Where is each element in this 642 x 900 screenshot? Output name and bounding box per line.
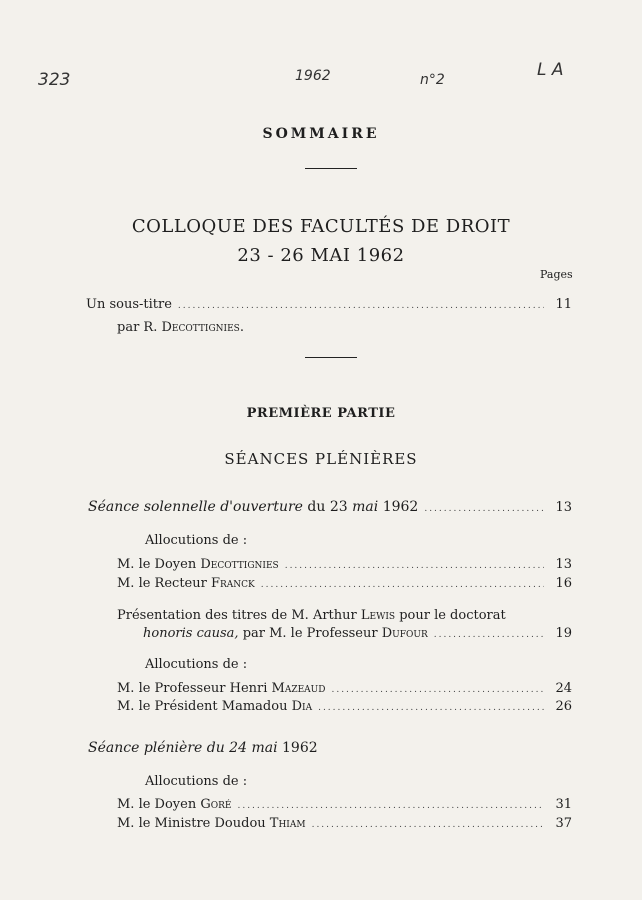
section-date: du 23 [307,499,348,515]
handwritten-note-left: 323 [38,70,71,90]
entry-name: Decottignies [200,557,279,572]
toc-page-number: 11 [555,297,572,312]
entry-name: Mazeaud [271,681,326,696]
toc-page-number: 24 [555,681,572,696]
toc-section-seance-pleniere[interactable] [88,740,318,756]
toc-page-number: 26 [555,699,572,714]
toc-entry-gore[interactable] [117,797,572,812]
page-title: SOMMAIRE [262,126,380,142]
toc-entry-thiam[interactable] [117,816,572,831]
presentation-name: Dufour [381,626,428,641]
entry-prefix: M. le Doyen [117,557,197,572]
allocutions-heading: Allocutions de : [145,533,248,548]
leader-dots [285,561,544,571]
toc-entry-doyen-decottignies[interactable] [117,557,572,572]
colloque-dates: 23 - 26 MAI 1962 [237,245,405,266]
intro-author [117,320,244,335]
entry-prefix: M. le Ministre Doudou [117,816,266,831]
leader-dots [331,685,544,695]
toc-entry-label [117,576,255,591]
leader-dots [237,801,544,811]
toc-section-seance-ouverture[interactable] [88,499,572,515]
presentation-name: Lewis [360,608,396,623]
section-title [88,499,418,515]
entry-name: Goré [200,797,232,812]
part-title: PREMIÈRE PARTIE [246,406,396,421]
presentation-text: par M. le Professeur [242,626,378,641]
toc-entry-intro[interactable] [86,297,572,312]
toc-page-number: 16 [555,576,572,591]
toc-entry-label: Un sous-titre [86,297,172,312]
presentation-latin: honoris causa, [143,626,239,641]
entry-prefix: M. le Professeur Henri [117,681,268,696]
leader-dots [178,301,544,311]
section-title-text: Séance solennelle d'ouverture [88,499,303,515]
toc-page-number: 37 [555,816,572,831]
presentation-text: pour le doctorat [399,608,506,623]
toc-entry-recteur-franck[interactable] [117,576,572,591]
entry-prefix: M. le Président Mamadou [117,699,288,714]
presentation-text: Présentation des titres de M. Arthur [117,608,357,623]
section-year: 1962 [382,499,419,515]
colloque-title: COLLOQUE DES FACULTÉS DE DROIT [131,216,511,237]
toc-page-number: 31 [555,797,572,812]
leader-dots [424,504,544,514]
presentation-line-1 [117,608,506,623]
divider [305,168,357,169]
leader-dots [312,820,544,830]
entry-prefix: M. le Doyen [117,797,197,812]
divider [305,357,357,358]
toc-entry-dia[interactable] [117,699,572,714]
author-prefix: par R. [117,320,158,335]
entry-name: Thiam [269,816,306,831]
entry-prefix: M. le Recteur [117,576,207,591]
pages-column-header: Pages [540,268,573,281]
toc-entry-label [117,699,312,714]
toc-entry-mazeaud[interactable] [117,681,572,696]
toc-entry-label [143,626,428,641]
author-name: Decottignies. [161,320,244,335]
toc-page-number: 13 [555,500,572,515]
section-title-text: Séance plénière du 24 mai [88,740,278,756]
section-year: 1962 [282,740,318,756]
toc-page-number: 13 [555,557,572,572]
entry-name: Franck [210,576,255,591]
handwritten-note-year: 1962 [295,68,331,84]
toc-entry-label [117,797,231,812]
toc-page-number: 19 [555,626,572,641]
part-subtitle: SÉANCES PLÉNIÈRES [224,450,418,468]
allocutions-heading: Allocutions de : [145,657,248,672]
toc-entry-label [117,681,325,696]
entry-name: Dia [291,699,313,714]
handwritten-note-number: n°2 [420,72,445,88]
toc-entry-presentation[interactable] [143,626,572,641]
toc-entry-label [117,816,306,831]
leader-dots [434,630,544,640]
handwritten-note-right: L A [537,60,564,80]
toc-entry-label [117,557,279,572]
allocutions-heading: Allocutions de : [145,774,248,789]
section-month: mai [352,499,379,515]
leader-dots [261,580,544,590]
leader-dots [318,703,544,713]
